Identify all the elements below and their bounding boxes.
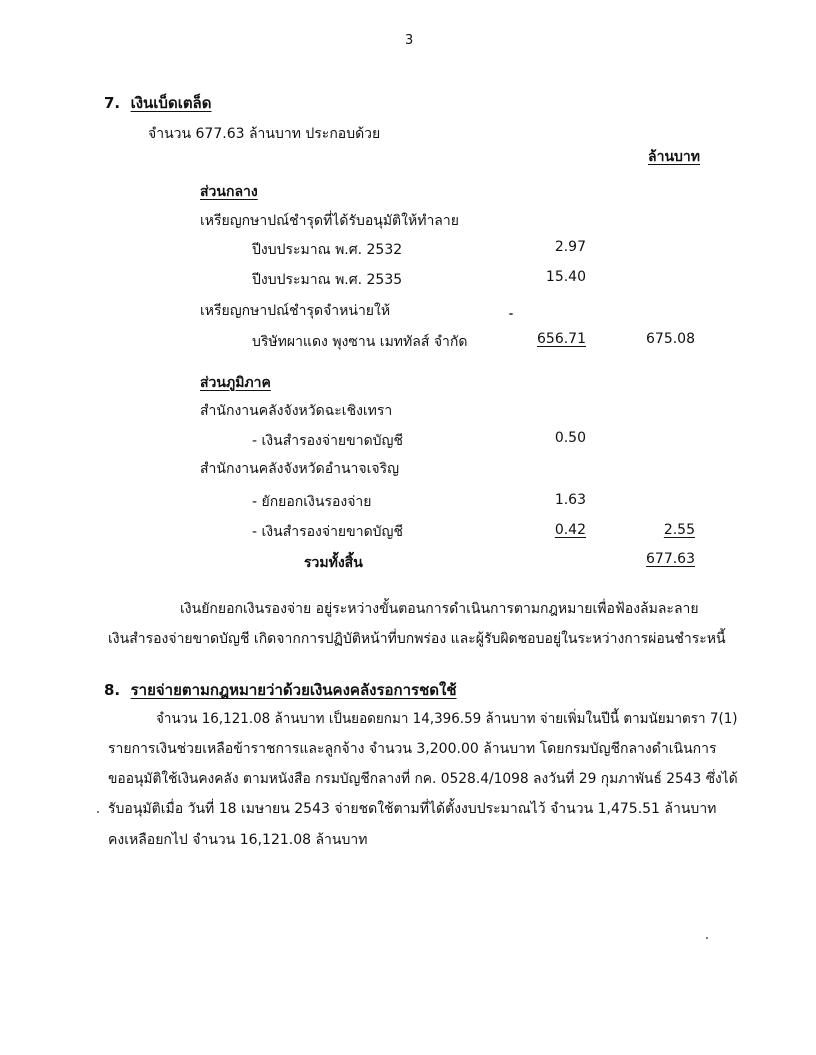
regional-office2-item2-label: - เงินสำรองจ่ายขาดบัญชี [252, 524, 403, 540]
scan-speck [706, 937, 708, 939]
section8-heading [104, 683, 457, 698]
regional-total: 2.55 [663, 522, 695, 538]
central-item1: เหรียญกษาปณ์ชำรุดที่ได้รับอนุมัติให้ทำลาย [200, 213, 459, 229]
regional-office1-item-value: 0.50 [554, 430, 586, 446]
regional-office2-item1-label: - ยักยอกเงินรองจ่าย [252, 494, 372, 510]
section7-heading [104, 96, 212, 111]
section8-number: 8. [104, 681, 121, 699]
central-item1-sub1-value: 2.97 [554, 239, 586, 255]
section7-title: เงินเบ็ดเตล็ด [130, 94, 212, 112]
unit-header: ล้านบาท [648, 149, 700, 165]
central-item2: เหรียญกษาปณ์ชำรุดจำหน่ายให้ [200, 303, 391, 319]
grand-total-label: รวมทั้งสิ้น [304, 555, 363, 571]
section7-number: 7. [104, 94, 121, 112]
section8-line-2: รายการเงินช่วยเหลือข้าราชการและลูกจ้าง จำนวน 3,200.00 ล้านบาท โดยกรมบัญชีกลางดำเนินการ [108, 741, 717, 757]
central-item1-sub2-label: ปีงบประมาณ พ.ศ. 2535 [252, 272, 403, 288]
scan-speck [509, 313, 513, 315]
note-line1: เงินยักยอกเงินรองจ่าย อยู่ระหว่างขั้นตอนการดำเนินการตามกฎหมายเพื่อฟ้องล้มละลาย [180, 601, 699, 617]
central-item2-sub-label: บริษัทผาแดง พุงซาน เมททัลส์ จำกัด [252, 334, 468, 350]
section8-line-4: รับอนุมัติเมื่อ วันที่ 18 เมษายน 2543 จ่ายชดใช้ตามที่ได้ตั้งงบประมาณไว้ จำนวน 1,475.51 ล้านบาท [108, 801, 717, 817]
central-total: 675.08 [646, 331, 695, 347]
scan-speck [97, 811, 99, 813]
page-number: 3 [405, 33, 414, 48]
central-heading: ส่วนกลาง [200, 184, 258, 200]
regional-heading: ส่วนภูมิภาค [200, 375, 271, 391]
section7-intro: จำนวน 677.63 ล้านบาท ประกอบด้วย [148, 126, 381, 142]
note-line2: เงินสำรองจ่ายขาดบัญชี เกิดจากการปฏิบัติหน้าที่บกพร่อง และผู้รับผิดชอบอยู่ในระหว่างการผ่อนชำระหนี้ [108, 631, 726, 647]
section8-line-1: จำนวน 16,121.08 ล้านบาท เป็นยอดยกมา 14,396.59 ล้านบาท จ่ายเพิ่มในปีนี้ ตามนัยมาตรา 7(1) [156, 711, 738, 727]
grand-total-value: 677.63 [646, 551, 695, 567]
section8-title: รายจ่ายตามกฎหมายว่าด้วยเงินคงคลังรอการชดใช้ [130, 681, 457, 699]
regional-office2-item2-value: 0.42 [554, 522, 586, 538]
section8-line-5: คงเหลือยกไป จำนวน 16,121.08 ล้านบาท [108, 832, 368, 848]
regional-office1-item-label: - เงินสำรองจ่ายขาดบัญชี [252, 433, 403, 449]
regional-office2: สำนักงานคลังจังหวัดอำนาจเจริญ [200, 461, 400, 477]
section8-line-3: ขออนุมัติใช้เงินคงคลัง ตามหนังสือ กรมบัญชีกลางที่ กค. 0528.4/1098 ลงวันที่ 29 กุมภาพันธ์ 2543 ซึ่งได้ [108, 771, 738, 787]
central-item2-sub-value: 656.71 [537, 331, 586, 347]
central-item1-sub2-value: 15.40 [545, 269, 586, 285]
central-item1-sub1-label: ปีงบประมาณ พ.ศ. 2532 [252, 242, 403, 258]
regional-office2-item1-value: 1.63 [554, 492, 586, 508]
regional-office1: สำนักงานคลังจังหวัดฉะเชิงเทรา [200, 403, 393, 419]
